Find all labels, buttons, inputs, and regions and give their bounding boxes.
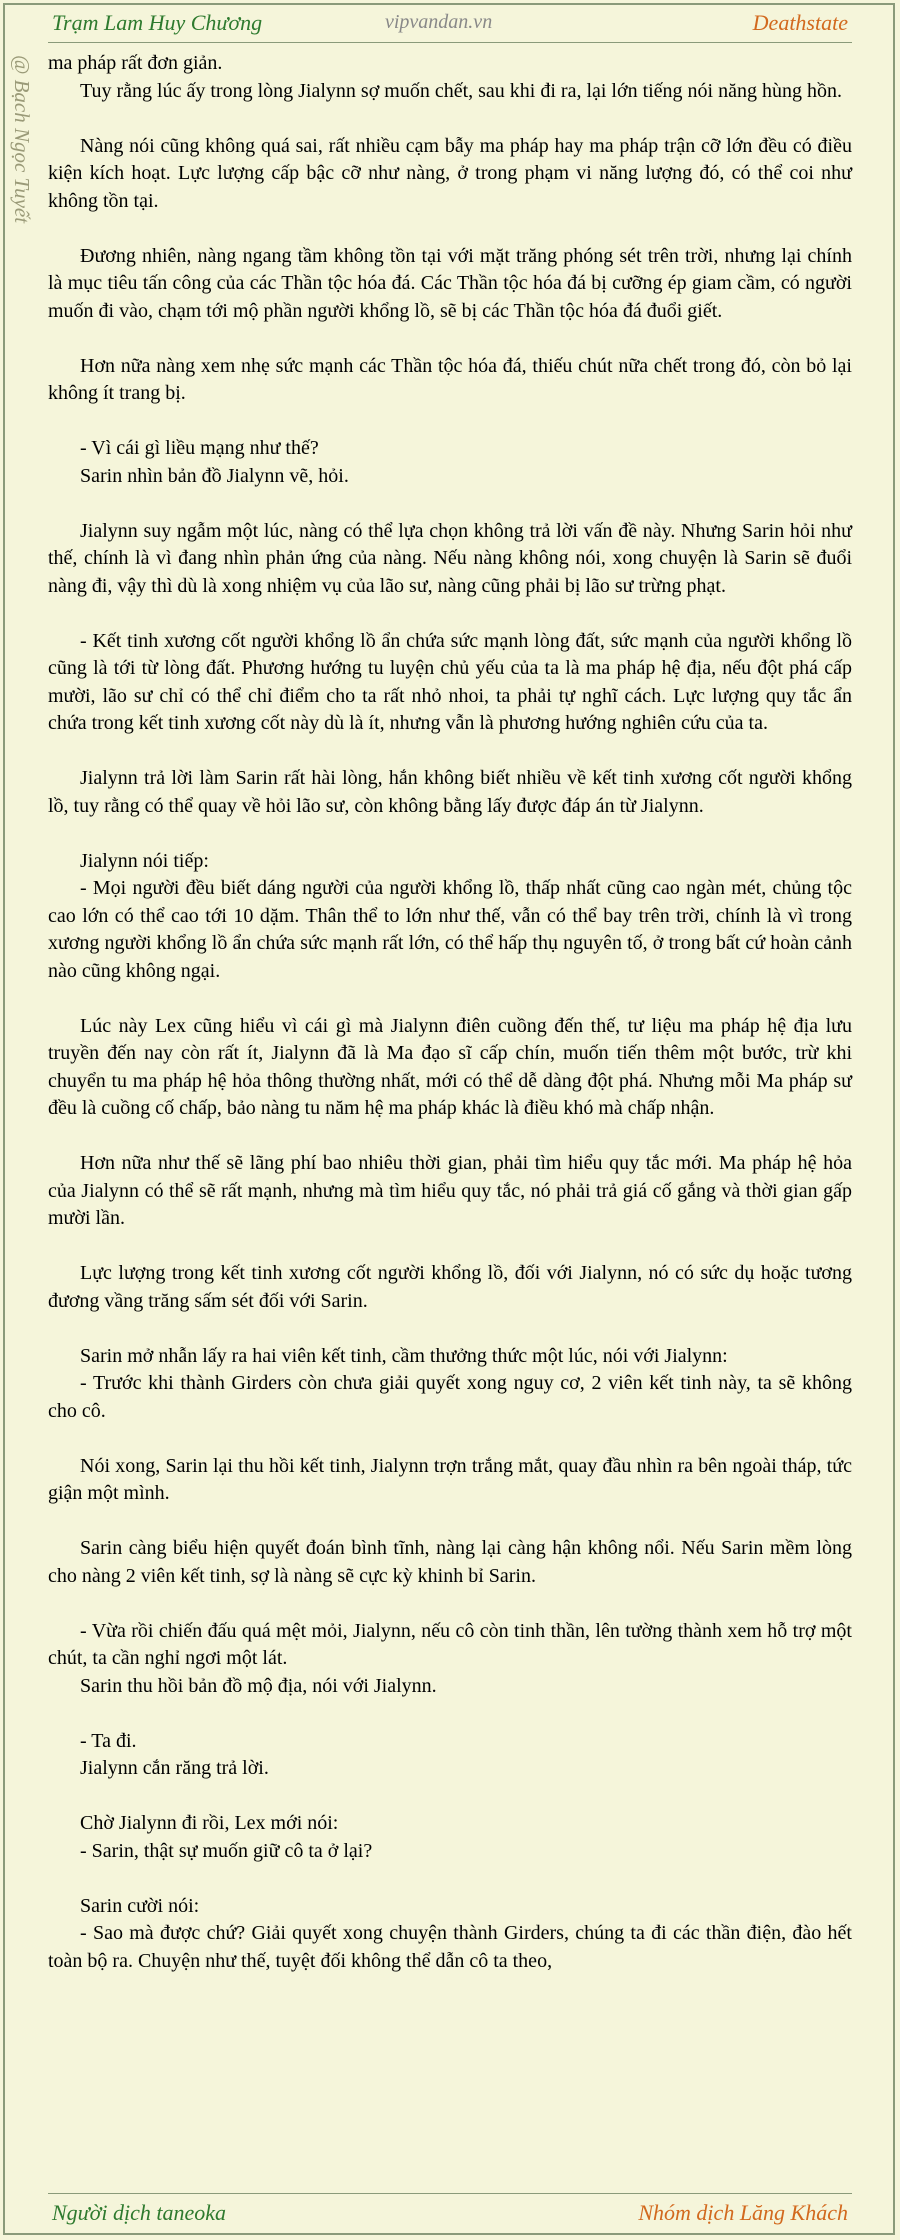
- paragraph: Đương nhiên, nàng ngang tầm không tồn tại với mặt trăng phóng sét trên trời, nhưng lại chính là mục tiêu tấn công của các Thần tộc hóa đá. Các Thần tộc hóa đá bị cưỡng ép giam cầm, có người muốn đi vào, chạm tới mộ phần người khổng lồ, sẽ bị các Thần tộc hóa đá đuổi giết.: [48, 244, 852, 322]
- header-author: Deathstate: [752, 10, 848, 35]
- dialogue-line: - Vì cái gì liều mạng như thế?: [80, 437, 319, 459]
- header-site-name: Trạm Lam Huy Chương: [52, 10, 263, 35]
- footer-translator: Người dịch taneoka: [52, 2200, 227, 2225]
- paragraph: ma pháp rất đơn giản.: [48, 52, 223, 74]
- paragraph: Sarin cười nói:: [80, 1894, 200, 1917]
- paragraph: Jialynn nói tiếp:: [80, 849, 209, 872]
- paragraph: Lúc này Lex cũng hiểu vì cái gì mà Jialynn điên cuồng đến thế, tư liệu ma pháp hệ địa lưu truyền đến nay còn rất ít, Jialynn đã là Ma đạo sĩ cấp chín, muốn tiến thêm một bước, trừ khi chuyển tu ma pháp hệ hỏa thông thường nhất, mới có thể dễ dàng đột phá. Nhưng mỗi Ma pháp sư đều là cuồng cố chấp, bảo nàng tu năm hệ ma pháp khác là điều khó mà chấp nhận.: [48, 1014, 852, 1119]
- paragraph: Sarin càng biểu hiện quyết đoán bình tĩnh, nàng lại càng hận không nổi. Nếu Sarin mềm lòng cho nàng 2 viên kết tinh, sợ là nàng sẽ cực kỳ khinh bỉ Sarin.: [48, 1537, 852, 1587]
- dialogue-line: - Mọi người đều biết dáng người của người khổng lồ, thấp nhất cũng cao ngàn mét, chủng tộc cao lớn có thể cao tới 10 dặm. Thân thể to lớn như thế, vẫn có thể bay trên trời, chính là vì trong xương người khổng lồ ẩn chứa sức mạnh rất lớn, có thể hấp thụ nguyên tố, ở trong bất cứ hoàn cảnh nào cũng không ngại.: [48, 877, 852, 982]
- dialogue-line: - Ta đi.: [80, 1729, 137, 1752]
- dialogue-line: - Vừa rồi chiến đấu quá mệt mỏi, Jialynn, nếu cô còn tinh thần, lên tường thành xem hỗ trợ một chút, ta cần nghỉ ngơi một lát.: [48, 1619, 852, 1669]
- paragraph: Sarin nhìn bản đồ Jialynn vẽ, hỏi.: [80, 464, 349, 487]
- paragraph: Hơn nữa nàng xem nhẹ sức mạnh các Thần tộc hóa đá, thiếu chút nữa chết trong đó, còn bỏ lại không ít trang bị.: [48, 354, 852, 404]
- page-header: [48, 6, 852, 43]
- paragraph: Chờ Jialynn đi rồi, Lex mới nói:: [80, 1812, 339, 1834]
- paragraph: Sarin mở nhẫn lấy ra hai viên kết tinh, cầm thưởng thức một lúc, nói với Jialynn:: [80, 1344, 728, 1367]
- header-website: vipvandan.vn: [385, 11, 493, 33]
- footer-group: Nhóm dịch Lăng Khách: [638, 2200, 848, 2225]
- paragraph: Tuy rằng lúc ấy trong lòng Jialynn sợ muốn chết, sau khi đi ra, lại lớn tiếng nói năng hùng hồn.: [80, 79, 842, 102]
- dialogue-line: - Sarin, thật sự muốn giữ cô ta ở lại?: [80, 1839, 373, 1862]
- paragraph: Lực lượng trong kết tinh xương cốt người khổng lồ, đối với Jialynn, nó có sức dụ hoặc tương đương vầng trăng sấm sét đối với Sarin.: [48, 1262, 852, 1312]
- side-watermark-text: @ Bạch Ngọc Tuyết: [10, 55, 34, 224]
- paragraph: Nói xong, Sarin lại thu hồi kết tinh, Jialynn trợn trắng mắt, quay đầu nhìn ra bên ngoài tháp, tức giận một mình.: [48, 1454, 852, 1504]
- paragraph: Jialynn trả lời làm Sarin rất hài lòng, hắn không biết nhiều về kết tinh xương cốt người khổng lồ, tuy rằng có thể quay về hỏi lão sư, còn không bằng lấy được đáp án từ Jialynn.: [48, 767, 852, 817]
- chapter-text: [48, 50, 852, 1975]
- side-watermark: [8, 55, 38, 275]
- dialogue-line: - Kết tinh xương cốt người khổng lồ ẩn chứa sức mạnh lòng đất, sức mạnh của người khổng lồ cũng là tới từ lòng đất. Phương hướng tu luyện chủ yếu của ta là ma pháp hệ địa, nếu đột phá cấp mười, lão sư chỉ có thể chỉ điểm cho ta rất nhỏ nhoi, ta phải tự nghĩ cách. Lực lượng quy tắc ẩn chứa trong kết tinh xương cốt này dù là ít, nhưng vẫn là phương hướng nghiên cứu của ta.: [48, 629, 852, 734]
- paragraph: Hơn nữa như thế sẽ lãng phí bao nhiêu thời gian, phải tìm hiểu quy tắc mới. Ma pháp hệ hỏa của Jialynn có thể sẽ rất mạnh, nhưng mà tìm hiểu quy tắc, nó phải trả giá cố gắng và thời gian gấp mười lần.: [48, 1152, 852, 1229]
- dialogue-line: - Trước khi thành Girders còn chưa giải quyết xong nguy cơ, 2 viên kết tinh này, ta sẽ không cho cô.: [48, 1372, 852, 1422]
- paragraph: Jialynn suy ngẫm một lúc, nàng có thể lựa chọn không trả lời vấn đề này. Nhưng Sarin hỏi như thế, chính là vì đang nhìn phản ứng của nàng. Nếu nàng không nói, xong chuyện là Sarin sẽ đuổi nàng đi, vậy thì dù là xong nhiệm vụ của lão sư, nàng cũng phải bị lão sư trừng phạt.: [48, 519, 852, 597]
- paragraph: Nàng nói cũng không quá sai, rất nhiều cạm bẫy ma pháp hay ma pháp trận cỡ lớn đều có điều kiện kích hoạt. Lực lượng cấp bậc cỡ như nàng, ở trong phạm vi năng lượng đó, có thể coi như không tồn tại.: [48, 134, 852, 212]
- dialogue-line: - Sao mà được chứ? Giải quyết xong chuyện thành Girders, chúng ta đi các thần điện, đào hết toàn bộ ra. Chuyện như thế, tuyệt đối không thể dẫn cô ta theo,: [48, 1922, 852, 1972]
- page-footer: [48, 2193, 852, 2230]
- paragraph: Jialynn cắn răng trả lời.: [80, 1757, 269, 1779]
- paragraph: Sarin thu hồi bản đồ mộ địa, nói với Jialynn.: [80, 1674, 437, 1697]
